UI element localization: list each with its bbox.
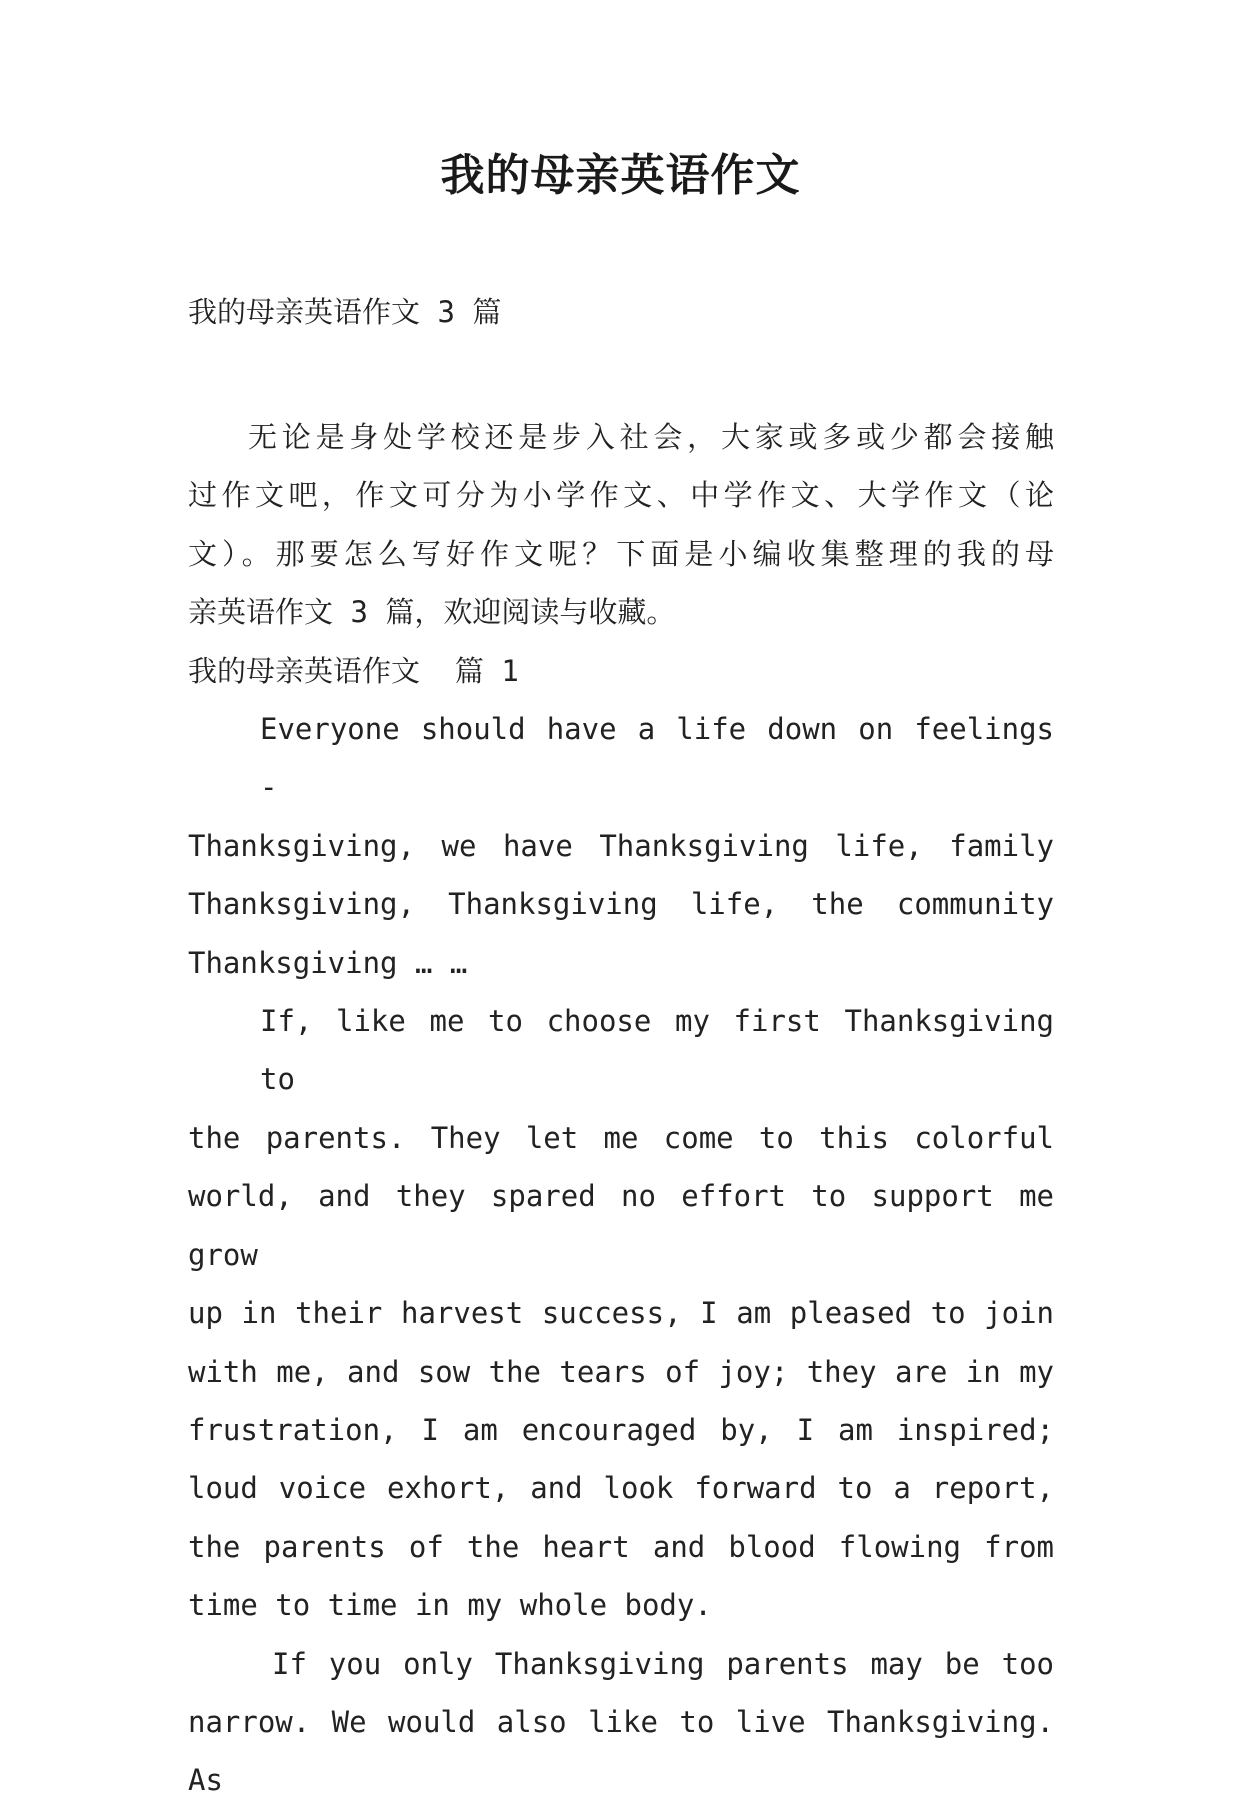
intro-paragraph [188,408,1054,466]
paragraph-line: loud voice exhort, and look forward to a report, [188,1471,1054,1506]
paragraph-line: with me, and sow the tears of joy; they are in my [188,1354,1054,1389]
intro-paragraph-cont [188,466,1054,641]
paragraph-line: narrow. We would also like to live Thanksgiving. As [188,1704,1054,1798]
intro-line: 亲英语作文 3 篇，欢迎阅读与收藏。 [188,595,676,630]
paragraph-line: Thanksgiving, we have Thanksgiving life, family [188,828,1054,863]
section-heading: 我的母亲英语作文 篇 1 [188,653,519,688]
document-text [188,408,1054,1810]
paragraph-line: Thanksgiving, Thanksgiving life, the community [188,887,1054,922]
paragraph-line: If you only Thanksgiving parents may be too [272,1646,1054,1681]
document-subtitle: 我的母亲英语作文 3 篇 [188,295,502,329]
paragraph-3 [188,1635,1054,1693]
paragraph-line: Everyone should have a life down on feelings - [260,712,1054,805]
intro-line: 过作文吧，作文可分为小学作文、中学作文、大学作文（论 [188,478,1054,513]
paragraph-line: the parents. They let me come to this colorful [188,1120,1054,1155]
paragraph-line: frustration, I am encouraged by, I am inspired; [188,1412,1054,1447]
paragraph-1 [188,700,1054,817]
paragraph-line: time to time in my whole body. [188,1588,712,1623]
paragraph-1-cont [188,817,1054,992]
paragraph-3-cont [188,1693,1054,1810]
intro-line: 文）。那要怎么写好作文呢？下面是小编收集整理的我的母 [188,536,1054,571]
paragraph-2-cont [188,1109,1054,1635]
paragraph-line: Thanksgiving … … [188,945,468,980]
paragraph-line: up in their harvest success, I am pleased to join [188,1296,1054,1331]
document-title: 我的母亲英语作文 [440,150,801,201]
paragraph-2 [188,992,1054,1109]
paragraph-line: If, like me to choose my first Thanksgiving to [260,1004,1054,1097]
paragraph-line: the parents of the heart and blood flowing from [188,1529,1054,1564]
paragraph-line: world, and they spared no effort to support me grow [188,1179,1054,1272]
intro-line: 无论是身处学校还是步入社会，大家或多或少都会接触 [248,420,1054,454]
